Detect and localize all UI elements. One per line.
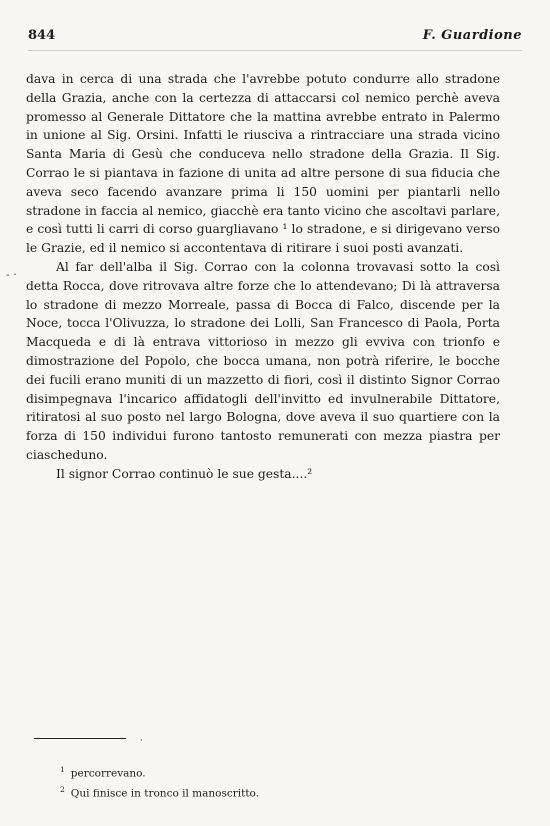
footnote: [60, 762, 259, 782]
paragraph: Al far dell'alba il Sig. Corrao con la colonna trovavasi sotto la così detta Rocca, dove ritrovava altre forze che lo attendevano; Di là attraversa lo stradone di mezzo Morreale, passa di Bocca di Falco, discende per la Noce, tocca l'Olivuzza, lo stradone dei Lolli, San Francesco di Paola, Porta Macqueda e di là entrava vittorioso in mezzo gli evviva con trionfo e dimostrazione del Popolo, che bocca umana, non potrà riferire, le bocche dei fucili erano muniti di un mazzetto di fiori, così il distinto Signor Corrao disimpegnava l'incarico affidatogli dell'invitto ed invulnerabile Dittatore, ritiratosi al suo posto nel largo Bologna, dove aveva il suo quartiere con la forza di 150 individui furono tantosto remunerati con mezza piastra per ciascheduno.: [26, 259, 500, 462]
footnote-marker: 2: [60, 784, 65, 794]
footnote-text: percorrevano.: [70, 767, 146, 780]
footnote-divider: [34, 738, 126, 739]
page-number: 844: [28, 28, 56, 43]
footnotes: [60, 762, 259, 801]
paragraph: dava in cerca di una strada che l'avrebbe potuto condurre allo stradone della Grazia, anche con la certezza di attaccarsi col nemico perchè aveva promesso al Generale Dittatore che la mattina avrebbe entrato in Palermo in unione al Sig. Orsini. Infatti le riusciva a rintracciare una strada vicino Santa Maria di Gesù che conduceva nello stradone della Grazia. Il Sig. Corrao le si piantava in fazione di unita ad altre persone di sua fiducia che aveva seco facendo avanzare prima li 150 uomini per piantarli nello stradone in faccia al nemico, giacchè era tanto vicino che ascoltavi parlare, e così tutti li carri di corso guargliavano ¹ lo stradone, e si dirigevano verso le Grazie, ed il nemico si accontentava di ritirare i suoi posti avanzati.: [26, 72, 500, 256]
main-text: [26, 70, 500, 484]
footnote-marker: 1: [60, 765, 65, 774]
page-header: [28, 28, 522, 48]
header-divider: [28, 50, 522, 51]
running-head: F. Guardione: [422, 28, 522, 43]
footnote: [60, 782, 259, 802]
footnote-text: Qui finisce in tronco il manoscritto.: [70, 787, 260, 799]
footnote-divider-mark: ·: [140, 736, 143, 746]
paragraph: Il signor Corrao continuò le sue gesta....²: [56, 466, 313, 481]
margin-annotation-mark: - ·: [6, 268, 17, 281]
